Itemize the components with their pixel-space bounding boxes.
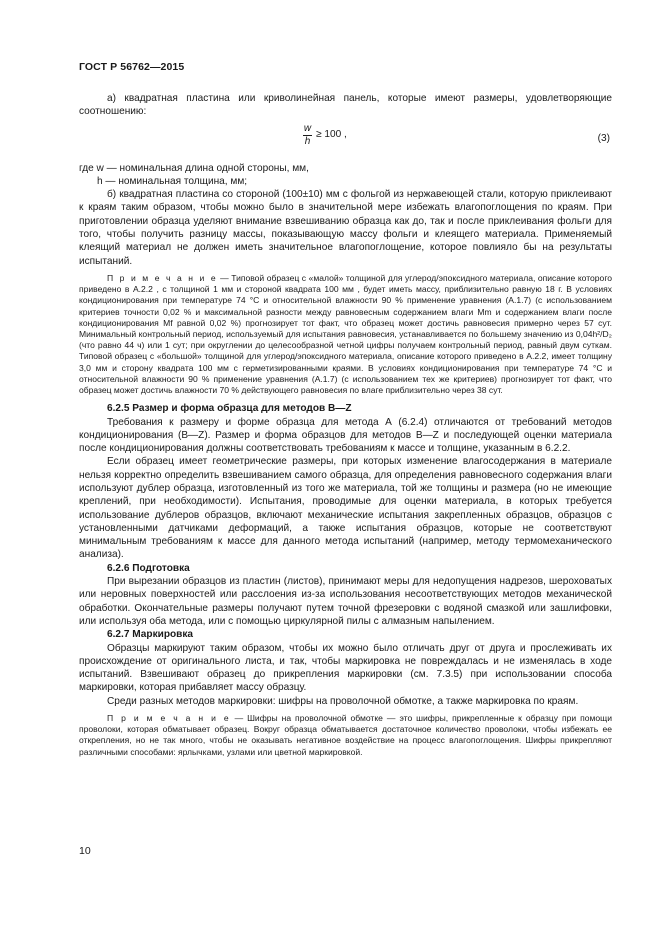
note-1 bbox=[79, 273, 612, 396]
fraction-denominator: h bbox=[304, 135, 311, 147]
formula-inequality: ≥ 100 , bbox=[316, 129, 347, 141]
note-text: — Типовой образец с «малой» толщиной для углерод/эпоксидного материала, описание которого приведено в А.2.2 , с толщиной 1 мм и стороной квадрата 100 мм , будет иметь массу, приблизительно равную 18 г. В условиях кондиционирования при температуре 74 °С и относительной влажности 90 % применение уравнения (А.1.7) (с использованием критериев точности 0,02 % и максимальной разности между равновесным содержанием влаги Mm и содержанием влаги после кондиционирования Mf равной 0,02 %) прогнозирует тот факт, что образец может достичь равновесия примерно через 57 сут. Минимальный контрольный период, используемый для испытания равновесия, устанавливается по большему значению из 0,04h²/D₂ (что равно 44 ч) или 1 сут; при округлении до целесообразной четной цифры получаем контрольный период, равный двум суткам. Типовой образец с «большой» толщиной для углерод/эпоксидного материала, описание которого приведено в А.2.2, имеет толщину 3,0 мм и сторону квадрата 100 мм с герметизированными краями. В условиях кондиционирования при температуре 74 °С и относительной влажности 90 % применение уравнения (А.1.7) (с использованием тех же критериев) прогнозирует тот факт, что образец может достичь влажности 70 % действующего равновесия по влаге приблизительно через 38 сут. bbox=[79, 272, 612, 395]
paragraph-6-2-7-1: Образцы маркируют таким образом, чтобы их можно было отличать друг от друга и прослеживать их происхождение от оригинального листа, и так, чтобы маркировка не повреждалась и не изменялась в ходе испытаний. Взвешивают образец до прикрепления маркировки (см. 7.3.5) при использовании способа маркировки, которая прибавляет массу образцу. bbox=[79, 642, 612, 694]
where-w: где w — номинальная длина одной стороны, мм, bbox=[79, 162, 309, 174]
note-label: П р и м е ч а н и е bbox=[107, 713, 231, 724]
where-h: h — номинальная толщина, мм; bbox=[97, 175, 248, 187]
fraction-numerator: w bbox=[303, 122, 312, 134]
paragraph-6-2-5-1: Требования к размеру и форме образца для метода А (6.2.4) отличаются от требований методов кондиционирования (В—Z). Размер и форма образцов для методов В—Z и последующей оценки материала после кондиционирования должны соответствовать требованиям к массе и толщине, указанным в 6.2.2. bbox=[79, 416, 612, 455]
section-heading-6-2-5: 6.2.5 Размер и форма образца для методов В—Z bbox=[107, 403, 352, 415]
fraction bbox=[303, 123, 312, 148]
paragraph-6-2-6: При вырезании образцов из пластин (листов), принимают меры для недопущения надрезов, шероховатых или неровных поверхностей или расслоения из-за использования несоответствующих методов механической обработки. Окончательные размеры получают путем точной фрезеровки с водяной смазкой или зашлифовки, или используя оба метода, или с помощью циркулярной пилы с алмазным напылением. bbox=[79, 576, 612, 627]
section-heading-6-2-7: 6.2.7 Маркировка bbox=[107, 629, 194, 641]
page-body bbox=[79, 92, 612, 764]
formula-number: (3) bbox=[597, 132, 610, 144]
section-heading-6-2-6: 6.2.6 Подготовка bbox=[107, 562, 190, 574]
note-2 bbox=[79, 713, 612, 758]
note-label: П р и м е ч а н и е bbox=[107, 272, 218, 283]
document-header: ГОСТ Р 56762—2015 bbox=[79, 61, 185, 73]
paragraph-6-2-5-2: Если образец имеет геометрические размеры, при которых изменение влагосодержания в материале нельзя корректно определить взвешиванием самого образца, для определения равновесного содержания влаги используют дублер образца, изготовленный из того же материала, той же толщины и размера (но не имеющие креплений, при необходимости). Испытания, проводимые для оценки материала, в которых требуется использование дублеров образцов, включают механические испытания закрепленных образцов, образцов с установленными датчиками деформаций, а также испытания образцов, которые не соответствуют минимальным требованиям к массе для данного метода испытаний (например, методу термомеханического анализа). bbox=[79, 456, 612, 561]
formula-expression bbox=[303, 123, 347, 148]
paragraph-b: б) квадратная пластина со стороной (100±10) мм с фольгой из нержавеющей стали, которую приклеивают к краям таким образом, чтобы можно было в значительной мере избежать влагопоглощения по краям. При приготовлении образца уделяют внимание взвешиванию образца как до, так и после приклеивания фольги для того, чтобы получить разницу массы, показывающую массу фольги и клеящего материала. Применяемый клеящий материал не должен иметь значительное влагопоглощение, которое повлияло бы на результаты испытаний. bbox=[79, 189, 612, 267]
page-number: 10 bbox=[79, 845, 91, 857]
formula-3 bbox=[79, 123, 612, 157]
note-text: — Шифры на проволочной обмотке — это шифры, прикрепленные к образцу при помощи проволоки, которая обматывает образец. Вокруг образца обматывается достаточное количество проволоки, чтобы избежать ее открепления, но не так много, чтобы не оказывать негативное воздействие на процесс влагопоглощения. Шифры прикрепляют различными способами: ярлычками, узлами или цветной маркировкой. bbox=[79, 713, 612, 757]
paragraph-6-2-7-2: Среди разных методов маркировки: шифры на проволочной обмотке, а также маркировка по краям. bbox=[107, 695, 579, 707]
paragraph-a: а) квадратная пластина или криволинейная панель, которые имеют размеры, удовлетворяющие соотношению: bbox=[79, 93, 612, 118]
